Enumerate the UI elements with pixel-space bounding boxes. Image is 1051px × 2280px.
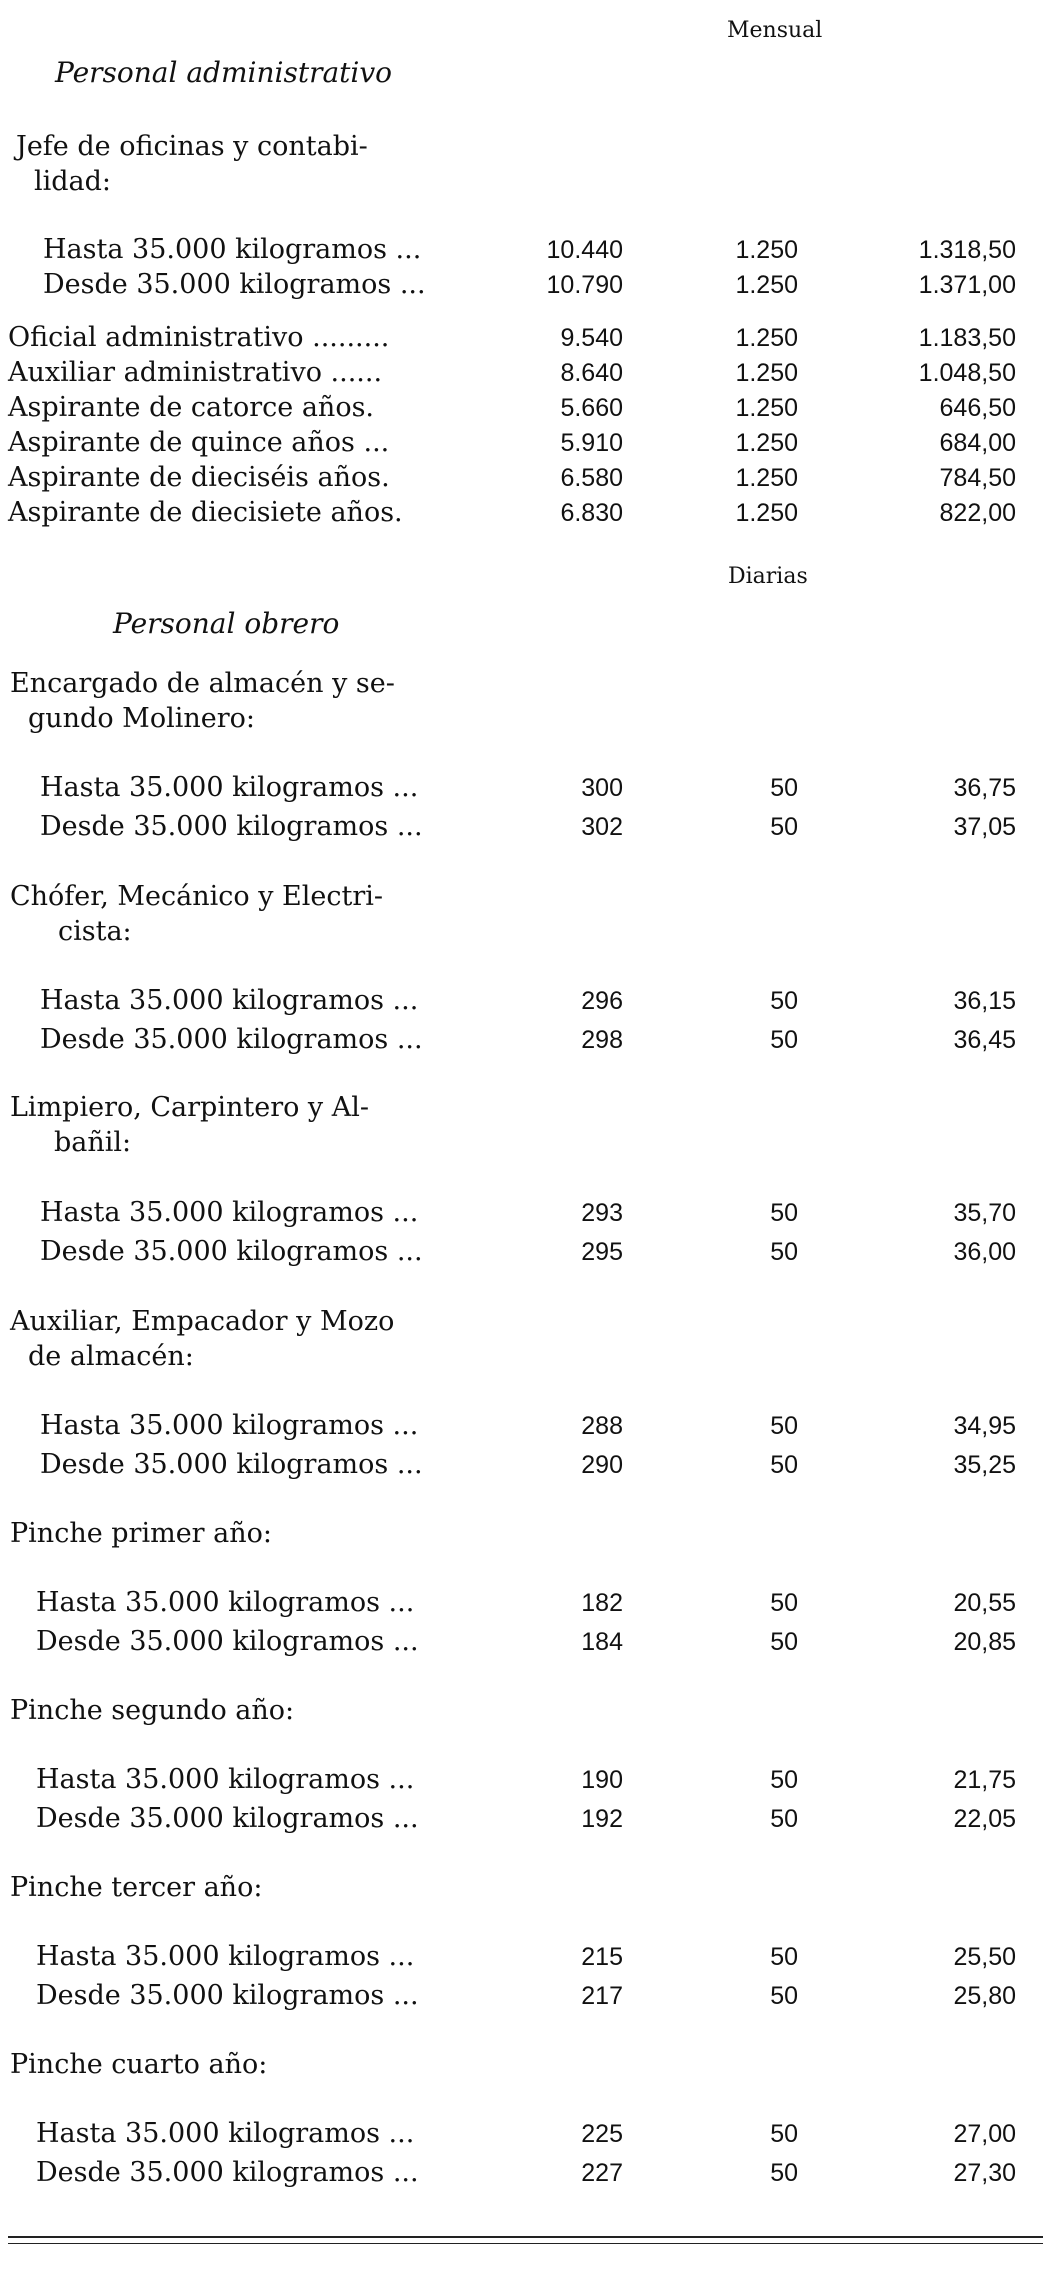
- group-label-line1: Auxiliar, Empacador y Mozo: [10, 1306, 395, 1337]
- group-row-plus: 50: [770, 1199, 798, 1227]
- group-row-base: 302: [581, 813, 623, 841]
- header-diarias: Diarias: [728, 564, 808, 589]
- admin-row-base: 9.540: [560, 324, 623, 352]
- group-row-label: Hasta 35.000 kilogramos ...: [36, 1941, 415, 1972]
- jefe-row-hasta-plus: 1.250: [735, 236, 798, 264]
- group-row-label: Hasta 35.000 kilogramos ...: [36, 1587, 415, 1618]
- group-row-base: 190: [581, 1766, 623, 1794]
- group-row-total: 36,00: [953, 1238, 1016, 1266]
- group-row-total: 36,75: [953, 774, 1016, 802]
- jefe-row-desde-base: 10.790: [546, 271, 623, 299]
- group-row-total: 21,75: [953, 1766, 1016, 1794]
- group-row-total: 36,45: [953, 1026, 1016, 1054]
- group-label-line1: Pinche cuarto año:: [10, 2049, 268, 2080]
- group-row-label: Hasta 35.000 kilogramos ...: [36, 1764, 415, 1795]
- admin-row-label: Auxiliar administrativo ......: [8, 357, 383, 388]
- admin-row-total: 646,50: [939, 394, 1016, 422]
- jefe-row-hasta-label: Hasta 35.000 kilogramos ...: [43, 234, 422, 265]
- admin-row-label: Aspirante de catorce años.: [8, 392, 375, 423]
- group-label-line2: gundo Molinero:: [28, 703, 255, 734]
- group-row-plus: 50: [770, 1805, 798, 1833]
- group-row-plus: 50: [770, 1943, 798, 1971]
- group-row-base: 290: [581, 1451, 623, 1479]
- group-row-plus: 50: [770, 1589, 798, 1617]
- group-row-label: Desde 35.000 kilogramos ...: [40, 1236, 423, 1267]
- group-row-base: 217: [581, 1982, 623, 2010]
- group-row-base: 225: [581, 2120, 623, 2148]
- section-personal-administrativo: Personal administrativo: [55, 56, 393, 89]
- group-row-base: 227: [581, 2159, 623, 2187]
- admin-row-plus: 1.250: [735, 464, 798, 492]
- group-row-total: 34,95: [953, 1412, 1016, 1440]
- group-row-plus: 50: [770, 2159, 798, 2187]
- admin-row-base: 6.830: [560, 499, 623, 527]
- bottom-rule-thin: [8, 2243, 1043, 2244]
- group-row-label: Hasta 35.000 kilogramos ...: [40, 772, 419, 803]
- group-label-line2: de almacén:: [28, 1341, 194, 1372]
- group-row-base: 288: [581, 1412, 623, 1440]
- group-row-label: Desde 35.000 kilogramos ...: [36, 1980, 419, 2011]
- group-row-label: Desde 35.000 kilogramos ...: [40, 811, 423, 842]
- group-row-plus: 50: [770, 774, 798, 802]
- group-label-line1: Encargado de almacén y se-: [10, 668, 395, 699]
- group-row-total: 25,50: [953, 1943, 1016, 1971]
- group-row-total: 35,25: [953, 1451, 1016, 1479]
- jefe-row-desde-plus: 1.250: [735, 271, 798, 299]
- group-row-total: 37,05: [953, 813, 1016, 841]
- admin-row-label: Aspirante de dieciséis años.: [8, 462, 390, 493]
- group-row-base: 298: [581, 1026, 623, 1054]
- admin-row-plus: 1.250: [735, 324, 798, 352]
- admin-row-label: Aspirante de diecisiete años.: [8, 497, 403, 528]
- admin-row-plus: 1.250: [735, 394, 798, 422]
- admin-row-total: 1.048,50: [918, 359, 1016, 387]
- admin-row-label: Aspirante de quince años ...: [8, 427, 390, 458]
- group-row-base: 293: [581, 1199, 623, 1227]
- group-row-base: 182: [581, 1589, 623, 1617]
- admin-row-base: 6.580: [560, 464, 623, 492]
- admin-row-label: Oficial administrativo .........: [8, 322, 390, 353]
- group-row-base: 296: [581, 987, 623, 1015]
- group-row-plus: 50: [770, 1628, 798, 1656]
- jefe-row-desde-total: 1.371,00: [918, 271, 1016, 299]
- group-label-line1: Limpiero, Carpintero y Al-: [10, 1092, 370, 1123]
- jefe-row-desde-label: Desde 35.000 kilogramos ...: [43, 269, 426, 300]
- header-mensual: Mensual: [727, 18, 823, 43]
- group-label-line2: bañil:: [54, 1127, 132, 1158]
- admin-row-plus: 1.250: [735, 499, 798, 527]
- group-row-plus: 50: [770, 2120, 798, 2148]
- group-row-label: Desde 35.000 kilogramos ...: [36, 1626, 419, 1657]
- admin-row-plus: 1.250: [735, 359, 798, 387]
- group-row-label: Hasta 35.000 kilogramos ...: [40, 1197, 419, 1228]
- group-row-total: 27,30: [953, 2159, 1016, 2187]
- admin-row-base: 8.640: [560, 359, 623, 387]
- group-row-plus: 50: [770, 1766, 798, 1794]
- admin-row-base: 5.910: [560, 429, 623, 457]
- admin-row-plus: 1.250: [735, 429, 798, 457]
- group-row-base: 295: [581, 1238, 623, 1266]
- jefe-row-hasta-total: 1.318,50: [918, 236, 1016, 264]
- admin-row-total: 822,00: [939, 499, 1016, 527]
- group-row-total: 27,00: [953, 2120, 1016, 2148]
- admin-row-total: 784,50: [939, 464, 1016, 492]
- group-row-base: 215: [581, 1943, 623, 1971]
- group-row-label: Desde 35.000 kilogramos ...: [40, 1024, 423, 1055]
- group-row-total: 22,05: [953, 1805, 1016, 1833]
- group-row-total: 20,55: [953, 1589, 1016, 1617]
- admin-row-base: 5.660: [560, 394, 623, 422]
- bottom-rule: [8, 2236, 1043, 2238]
- section-personal-obrero: Personal obrero: [113, 607, 340, 640]
- group-row-label: Hasta 35.000 kilogramos ...: [36, 2118, 415, 2149]
- group-row-label: Hasta 35.000 kilogramos ...: [40, 1410, 419, 1441]
- group-label-line1: Chófer, Mecánico y Electri-: [10, 881, 384, 912]
- group-label-line2: cista:: [58, 916, 132, 947]
- group-row-label: Hasta 35.000 kilogramos ...: [40, 985, 419, 1016]
- group-row-base: 300: [581, 774, 623, 802]
- group-row-plus: 50: [770, 1412, 798, 1440]
- group-row-label: Desde 35.000 kilogramos ...: [36, 2157, 419, 2188]
- group-row-plus: 50: [770, 987, 798, 1015]
- group-row-plus: 50: [770, 1451, 798, 1479]
- jefe-row-hasta-base: 10.440: [546, 236, 623, 264]
- admin-row-total: 684,00: [939, 429, 1016, 457]
- group-row-label: Desde 35.000 kilogramos ...: [36, 1803, 419, 1834]
- group-label-line1: Pinche primer año:: [10, 1518, 272, 1549]
- group-row-base: 184: [581, 1628, 623, 1656]
- group-row-total: 36,15: [953, 987, 1016, 1015]
- group-row-plus: 50: [770, 1026, 798, 1054]
- group-row-total: 20,85: [953, 1628, 1016, 1656]
- group-label-line1: Pinche segundo año:: [10, 1695, 295, 1726]
- group-row-label: Desde 35.000 kilogramos ...: [40, 1449, 423, 1480]
- admin-row-total: 1.183,50: [918, 324, 1016, 352]
- group-row-plus: 50: [770, 1238, 798, 1266]
- group-label-line1: Pinche tercer año:: [10, 1872, 263, 1903]
- group-row-plus: 50: [770, 1982, 798, 2010]
- group-row-plus: 50: [770, 813, 798, 841]
- group-row-base: 192: [581, 1805, 623, 1833]
- group-row-total: 25,80: [953, 1982, 1016, 2010]
- group-row-total: 35,70: [953, 1199, 1016, 1227]
- jefe-label-line1: Jefe de oficinas y contabi-: [16, 131, 368, 162]
- jefe-label-line2: lidad:: [34, 166, 112, 197]
